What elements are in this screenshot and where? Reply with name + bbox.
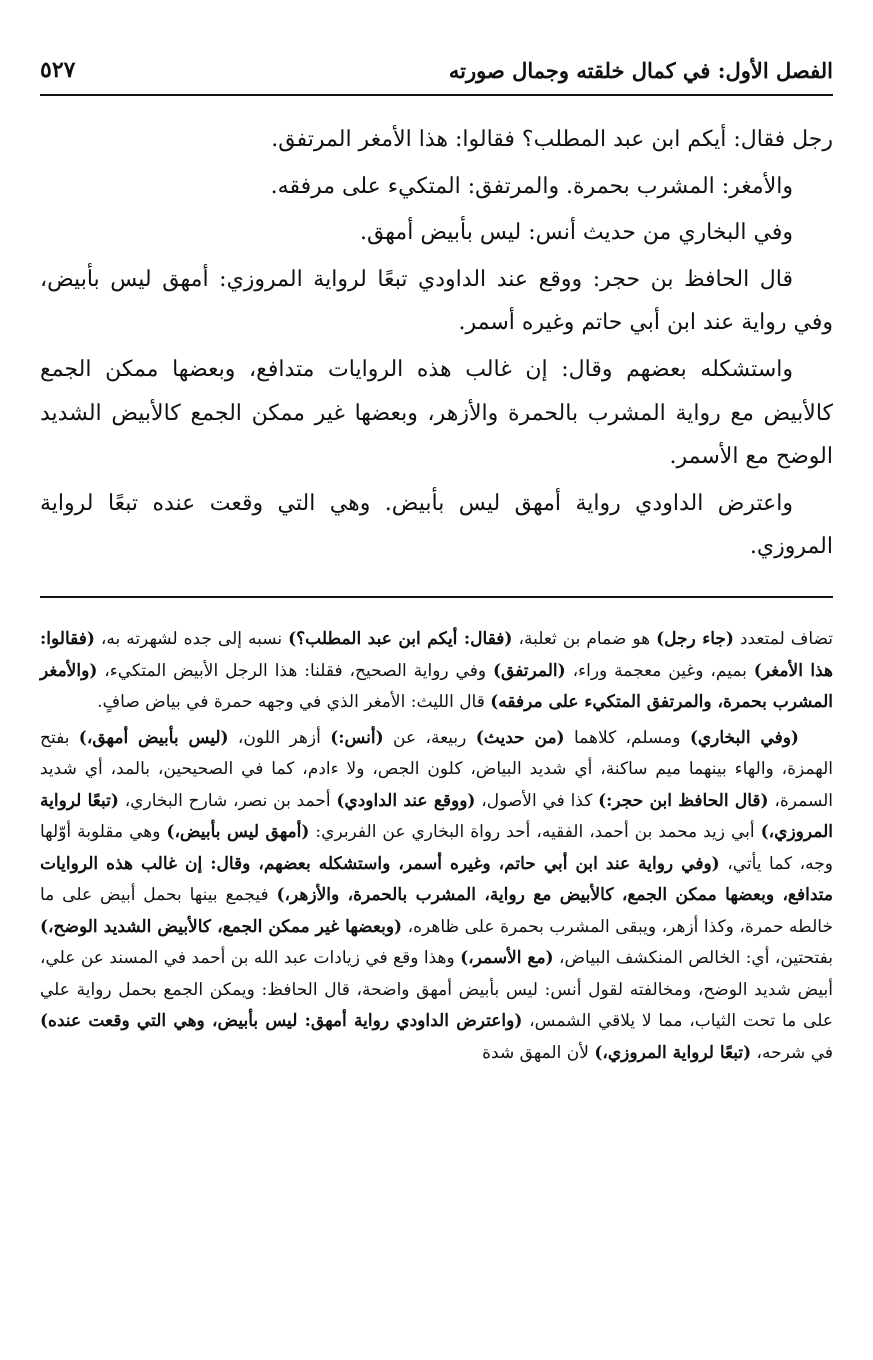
quoted-text: (والأمغر المشرب بحمرة، والمرتفق المتكيء على مرفقه)	[40, 660, 833, 712]
note-text: تضاف لمتعدد	[733, 629, 834, 649]
quoted-text: (ووقع عند الداودي)	[336, 790, 476, 811]
main-text	[40, 118, 833, 572]
note-text: بميم، وغين معجمة وراء،	[565, 660, 754, 681]
quoted-text: (واعترض الداودي رواية أمهق: ليس بأبيض، وهي التي وقعت عنده)	[40, 1011, 523, 1031]
quoted-text: (تبعًا لرواية المروزي،)	[594, 1042, 752, 1063]
note-text: في شرحه،	[751, 1042, 833, 1063]
footnote-divider	[40, 596, 833, 598]
note-text: قال الليث: الأمغر الذي في وجهه حمرة في بياض صافٍ.	[97, 692, 491, 712]
note-text: هو ضمام بن ثعلبة،	[512, 629, 657, 649]
page-number: ٥٢٧	[40, 57, 76, 83]
note-text: أحمد بن نصر، شارح البخاري،	[118, 790, 337, 811]
quoted-text: (فقالوا: هذا الأمغر)	[40, 629, 833, 681]
main-paragraph: وفي البخاري من حديث أنس: ليس بأبيض أمهق.	[359, 220, 793, 246]
chapter-title: الفصل الأول: في كمال خلقته وجمال صورته	[448, 57, 833, 83]
quoted-text: (أمهق ليس بأبيض،)	[166, 822, 310, 842]
main-paragraph: قال الحافظ بن حجر: ووقع عند الداودي تبعًا لرواية المروزي: أمهق ليس بأبيض، وفي رواية عند ابن أبي حاتم وغيره أسمر.	[40, 266, 833, 336]
commentary-paragraph	[40, 723, 833, 1070]
note-text: أزهر اللون،	[228, 727, 331, 748]
quoted-text: (المرتفق)	[492, 660, 566, 681]
quoted-text: (فقال: أيكم ابن عبد المطلب؟)	[288, 629, 513, 649]
note-text: وهي مقلوبة أوّلها وجه، كما يأتي،	[40, 822, 833, 874]
note-text: أبي زيد محمد بن أحمد، الفقيه، أحد رواة البخاري عن الفربري:	[309, 822, 761, 842]
note-text: ربيعة، عن	[383, 727, 476, 748]
note-text: وفي رواية الصحيح، فقلنا: هذا الرجل الأبيض المتكيء،	[97, 660, 493, 681]
main-paragraph: واعترض الداودي رواية أمهق ليس بأبيض. وهي التي وقعت عنده تبعًا لرواية المروزي.	[40, 490, 833, 560]
quoted-text: (وفي رواية عند ابن أبي حاتم، وغيره أسمر، واستشكله بعضهم، وقال: إن غالب هذه الروايات متدافع، وبعضها ممكن الجمع، كالأبيض مع رواية، المشرب بالحمرة، والأزهر،)	[40, 853, 833, 905]
commentary	[40, 624, 833, 1073]
note-text: لأن المهق شدة	[482, 1042, 595, 1063]
quoted-text: (وفي البخاري)	[689, 727, 799, 748]
note-text: نسبه إلى جده لشهرته به،	[94, 629, 289, 649]
main-paragraph: واستشكله بعضهم وقال: إن غالب هذه الروايات متدافع، وبعضها ممكن الجمع كالأبيض مع رواية المشرب بالحمرة والأزهر، وبعضها غير ممكن الجمع كالأبيض الشديد الوضح مع الأسمر.	[40, 356, 833, 470]
note-text: كذا في الأصول،	[475, 790, 599, 811]
main-paragraph: رجل فقال: أيكم ابن عبد المطلب؟ فقالوا: هذا الأمغر المرتفق.	[271, 127, 833, 152]
page-header	[40, 46, 833, 96]
commentary-paragraph	[40, 624, 833, 719]
quoted-text: (من حديث)	[475, 727, 565, 748]
quoted-text: (قال الحافظ ابن حجر:)	[598, 790, 769, 811]
note-text: بفتح الهمزة، والهاء بينهما ميم ساكنة، أي شديد البياض، كلون الجص، ولا ءادم، كما في الصحيحين، بالمد، أي شديد السمرة،	[40, 727, 834, 811]
quoted-text: (وبعضها غير ممكن الجمع، كالأبيض الشديد الوضح،)	[40, 916, 403, 937]
quoted-text: (مع الأسمر،)	[460, 948, 554, 968]
note-text: وهذا وقع في زيادات عبد الله بن أحمد في المسند عن علي، أبيض شديد الوضح، ومخالفته لقول أنس: ليس بأبيض أمهق واضحة، قال الحافظ: ويمكن الجمع بحمل رواية علي على ما تحت الثياب، مما لا يلاقي الشمس،	[40, 948, 833, 1031]
note-text: فيجمع بينها بحمل أبيض على ما خالطه حمرة، وكذا أزهر، ويبقى المشرب بحمرة على ظاهره،	[40, 885, 833, 937]
quoted-text: (تبعًا لرواية المروزي،)	[40, 790, 833, 842]
note-text: ومسلم، كلاهما	[564, 727, 690, 748]
quoted-text: (جاء رجل)	[656, 629, 734, 649]
main-paragraph: والأمغر: المشرب بحمرة. والمرتفق: المتكيء على مرفقه.	[270, 173, 793, 199]
note-text: بفتحتين، أي: الخالص المنكشف البياض،	[553, 948, 833, 968]
quoted-text: (ليس بأبيض أمهق،)	[78, 727, 229, 748]
quoted-text: (أنس:)	[330, 727, 384, 748]
